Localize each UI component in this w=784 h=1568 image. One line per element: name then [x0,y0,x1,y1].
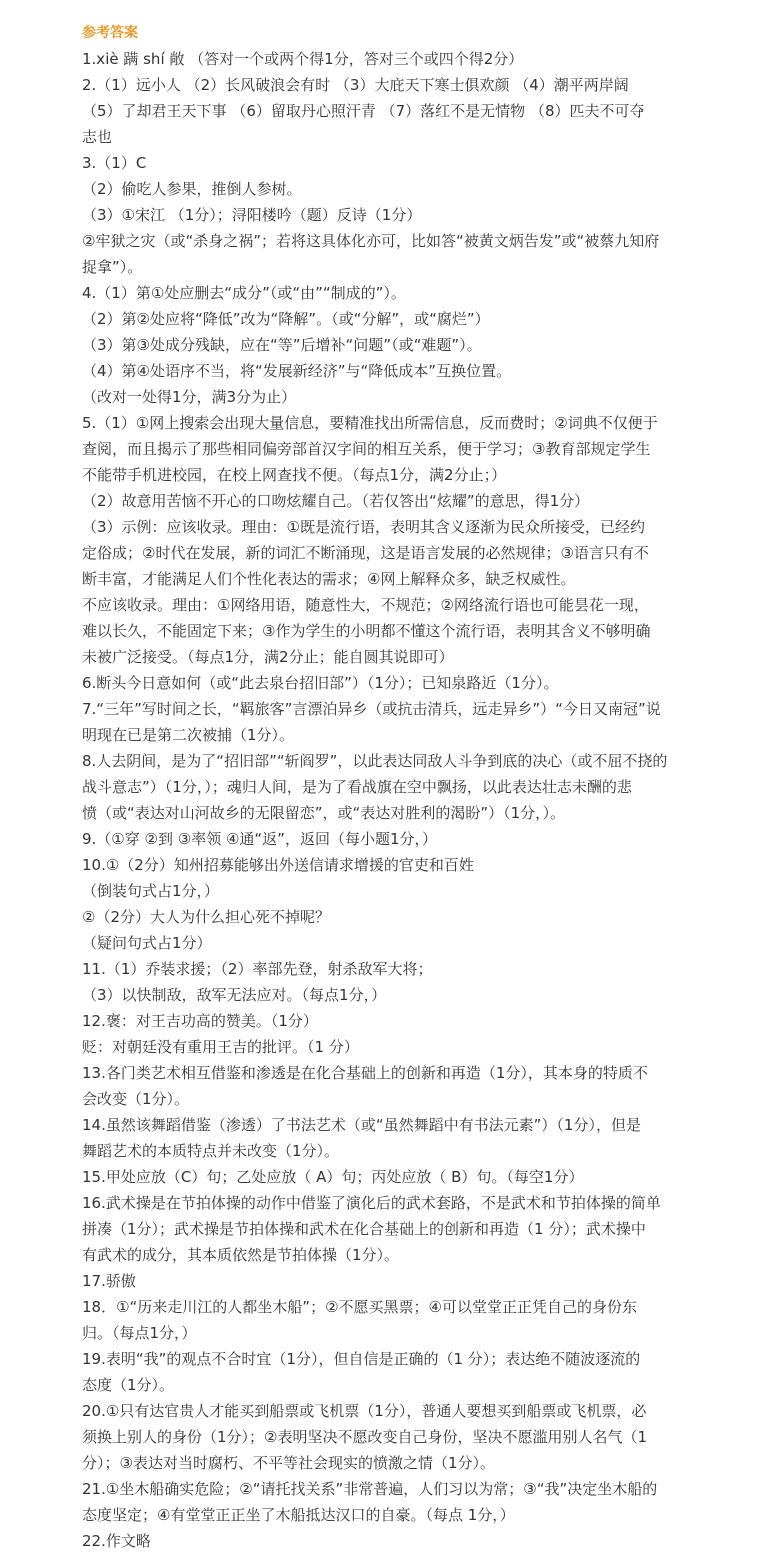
answer-line: 20.①只有达官贵人才能买到船票或飞机票（1分），普通人要想买到船票或飞机票，必 [82,1402,647,1420]
answer-line: 22.作文略 [82,1532,151,1550]
answer-line: （2）故意用苦恼不开心的口吻炫耀自己。（若仅答出“炫耀”的意思，得1分） [82,492,590,510]
answer-line: 未被广泛接受。（每点1分，满2分止；能自圆其说即可） [82,648,454,666]
answer-line: 9.（①穿 ②到 ③率领 ④通“返”，返回（每小题1分，） [82,830,437,848]
answer-line: （3）①宋江 （1分）；浔阳楼吟（题）反诗（1分） [82,206,422,224]
answer-line: 14.虽然该舞蹈借鉴（渗透）了书法艺术（或“虽然舞蹈中有书法元素”）（1分），但是 [82,1116,641,1134]
answer-line: 5.（1）①网上搜索会出现大量信息，要精准找出所需信息，反而费时；②词典不仅便于 [82,414,658,432]
answer-line: 拼凑（1分）；武术操是节拍体操和武术在化合基础上的创新和再造（1 分）；武术操中 [82,1220,646,1238]
answer-line: 15.甲处应放（C）句；乙处应放（ A）句；丙处应放（ B）句。（每空1分） [82,1168,584,1186]
answer-line: （2）第②处应将“降低”改为“降解”。（或“分解”，或“腐烂”） [82,310,490,328]
answer-line: 归。（每点1分，） [82,1324,197,1342]
answer-line: ②牢狱之灾（或“杀身之祸”；若将这具体化亦可，比如答“被黄文炳告发”或“被蔡九知府 [82,232,660,250]
answer-line: 有武术的成分，其本质依然是节拍体操（1分）。 [82,1246,400,1264]
answer-line: 3.（1）C [82,154,147,172]
answer-line: 19.表明“我”的观点不合时宜（1分），但自信是正确的（1 分）；表达绝不随波逐流的 [82,1350,641,1368]
answer-line: 不能带手机进校园，在校上网查找不便。（每点1分，满2分止；） [82,466,507,484]
answer-line: 会改变（1分）。 [82,1090,190,1108]
answer-line: 查阅，而且揭示了那些相同偏旁部首汉字间的相互关系，便于学习；③教育部规定学生 [82,440,651,458]
answer-line: 舞蹈艺术的本质特点并未改变（1分）。 [82,1142,340,1160]
answer-line: 态度坚定；④有堂堂正正坐了木船抵达汉口的自豪。（每点 1分，） [82,1506,515,1524]
answer-line: 8.人去阴间，是为了“招旧部”“斩阎罗”，以此表达同敌人斗争到底的决心（或不屈不挠的 [82,752,668,770]
answer-line: 11.（1）乔装求援；（2）率部先登，射杀敌军大将； [82,960,433,978]
answer-line: 10.①（2分）知州招募能够出外送信请求增援的官吏和百姓 [82,856,474,874]
answer-line: 定俗成；②时代在发展，新的词汇不断涌现，这是语言发展的必然规律；③语言只有不 [82,544,649,562]
answer-line: 12.褒：对王吉功高的赞美。（1分） [82,1012,318,1030]
answer-line: 战斗意志”）（1分，）；魂归人间，是为了看战旗在空中飘扬，以此表达壮志未酬的悲 [82,778,632,796]
answer-line: 不应该收录。理由：①网络用语，随意性大，不规范；②网络流行语也可能昙花一现， [82,596,649,614]
answer-line: （2）偷吃人参果，推倒人参树。 [82,180,302,198]
answer-line: 态度（1分）。 [82,1376,175,1394]
answer-line: 6.断头今日意如何（或“此去泉台招旧部”）（1分）；已知泉路近（1分）。 [82,674,559,692]
answer-line: （3）示例：应该收录。理由：①既是流行语，表明其含义逐渐为民众所接受，已经约 [82,518,645,536]
answer-lines [82,46,766,1554]
answer-line: （3）第③处成分残缺，应在“等”后增补“问题”（或“难题”）。 [82,336,482,354]
answer-line: （3）以快制敌，敌军无法应对。（每点1分，） [82,986,387,1004]
answer-line: 2.（1）远小人 （2）长风破浪会有时 （3）大庇天下寒士俱欢颜 （4）潮平两岸阔 [82,76,629,94]
answer-line: 贬：对朝廷没有重用王吉的批评。（1 分） [82,1038,359,1056]
answer-line: 志也 [82,128,113,146]
answer-line: 21.①坐木船确实危险；②“请托找关系”非常普遍，人们习以为常；③“我”决定坐木船的 [82,1480,658,1498]
answer-line: 分）；③表达对当时腐朽、不平等社会现实的愤激之情（1分）。 [82,1454,495,1472]
answer-line: 愤（或“表达对山河故乡的无限留恋”，或“表达对胜利的渴盼”）（1分，）。 [82,804,566,822]
answer-line: （改对一处得1分，满3分为止） [82,388,297,406]
answer-line: 难以长久，不能固定下来；③作为学生的小明都不懂这个流行语，表明其含义不够明确 [82,622,651,640]
answer-line: 须换上别人的身份（1分）；②表明坚决不愿改变自己身份，坚决不愿滥用别人名气（1 [82,1428,648,1446]
answer-line: 7.“三年”写时间之长，“羁旅客”言漂泊异乡（或抗击清兵，远走异乡”）“今日又南冠”说 [82,700,661,718]
answer-line: 17.骄傲 [82,1272,136,1290]
answer-line: 明现在已是第二次被捕（1分）。 [82,726,295,744]
answer-line: 捉拿”）。 [82,258,143,276]
answer-line: （4）第④处语序不当，将“发展新经济”与“降低成本”互换位置。 [82,362,512,380]
answer-line: （疑问句式占1分） [82,934,212,952]
answer-line: 16.武术操是在节拍体操的动作中借鉴了演化后的武术套路，不是武术和节拍体操的简单 [82,1194,661,1212]
answer-line: 1.xiè 蹒 shí 敞 （答对一个或两个得1分，答对三个或四个得2分） [82,50,524,68]
answer-line: （倒装句式占1分，） [82,882,220,900]
answer-line: 4.（1）第①处应删去“成分”（或“由”“制成的”）。 [82,284,406,302]
answer-line: ②（2分）大人为什么担心死不掉呢？ [82,908,330,926]
answer-line: 18．①“历来走川江的人都坐木船”；②不愿买黑票；④可以堂堂正正凭自己的身份东 [82,1298,637,1316]
answer-line: 13.各门类艺术相互借鉴和渗透是在化合基础上的创新和再造（1分），其本身的特质不 [82,1064,648,1082]
answer-line: （5）了却君王天下事 （6）留取丹心照汗青 （7）落红不是无情物 （8）匹夫不可夺 [82,102,645,120]
answer-line: 断丰富，才能满足人们个性化表达的需求；④网上解释众多，缺乏权威性。 [82,570,576,588]
answer-key-title: 参考答案 [82,25,138,41]
